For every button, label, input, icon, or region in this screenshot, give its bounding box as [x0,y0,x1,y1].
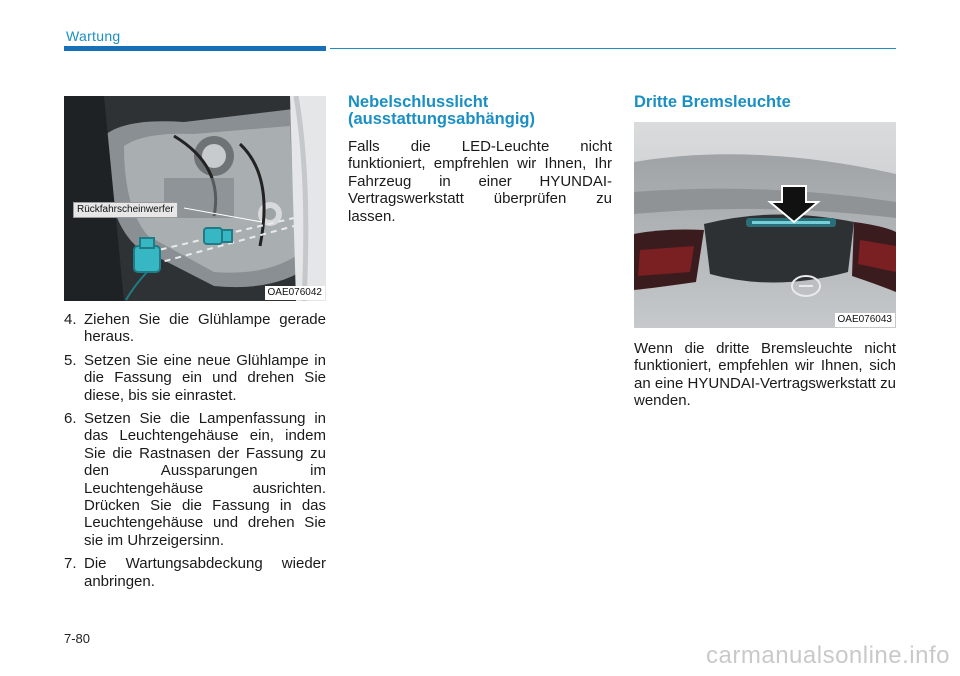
step-text: Ziehen Sie die Glühlampe gerade heraus. [84,311,326,346]
fog-light-text: Falls die LED-Leuchte nicht funktioniert, empfrehlen wir Ihnen, Ihr Fahrzeug in einer HYUNDAI-Vertragswerkstatt überprüfen zu lassen. [348,138,612,225]
section-title: Wartung [66,28,121,44]
reverse-lamp-callout: Rückfahrscheinwerfer [73,202,178,218]
step-number: 7. [64,555,77,573]
list-item [64,555,326,590]
car-rear-photo [634,122,896,328]
step-text: Setzen Sie eine neue Glühlampe in die Fassung ein und drehen Sie diese, bis sie einrastet. [84,351,326,404]
step-text: Setzen Sie die Lampenfassung in das Leuchtengehäuse ein, indem Sie die Rastnasen der Fassung zu den Aussparungen im Leuchtengehäuse ausrichten. Drücken Sie die Fassung in das Leuchtengehäuse und drehen Sie sie im Uhrzeigersinn. [84,410,326,549]
list-item [64,311,326,346]
figure-code: OAE076043 [835,313,896,327]
watermark: carmanualsonline.info [706,642,950,669]
column-right [634,94,896,410]
list-item [64,352,326,404]
column-middle [348,94,612,225]
step-number: 6. [64,410,77,428]
list-item [64,410,326,549]
brake-light-figure [634,122,896,328]
page-number: 7-80 [64,631,91,646]
fog-light-heading: Nebelschlusslicht (ausstattungsabhängig) [348,93,536,128]
brake-light-text: Wenn die dritte Bremsleuchte nicht funktioniert, empfehlen wir Ihnen, sich an eine HYUNDAI-Vertragswerkstatt zu wenden. [634,340,896,410]
step-number: 5. [64,351,77,369]
reverse-lamp-figure [64,96,326,301]
column-left [64,96,326,596]
brake-light-heading: Dritte Bremsleuchte [634,93,791,111]
reverse-lamp-photo [64,96,326,301]
header-rule-thin [330,48,896,49]
steps-list [64,311,326,590]
step-number: 4. [64,311,77,328]
figure-code: OAE076042 [265,286,326,300]
header-rule-thick [64,46,326,51]
step-text: Die Wartungsabdeckung wieder anbringen. [84,555,326,590]
